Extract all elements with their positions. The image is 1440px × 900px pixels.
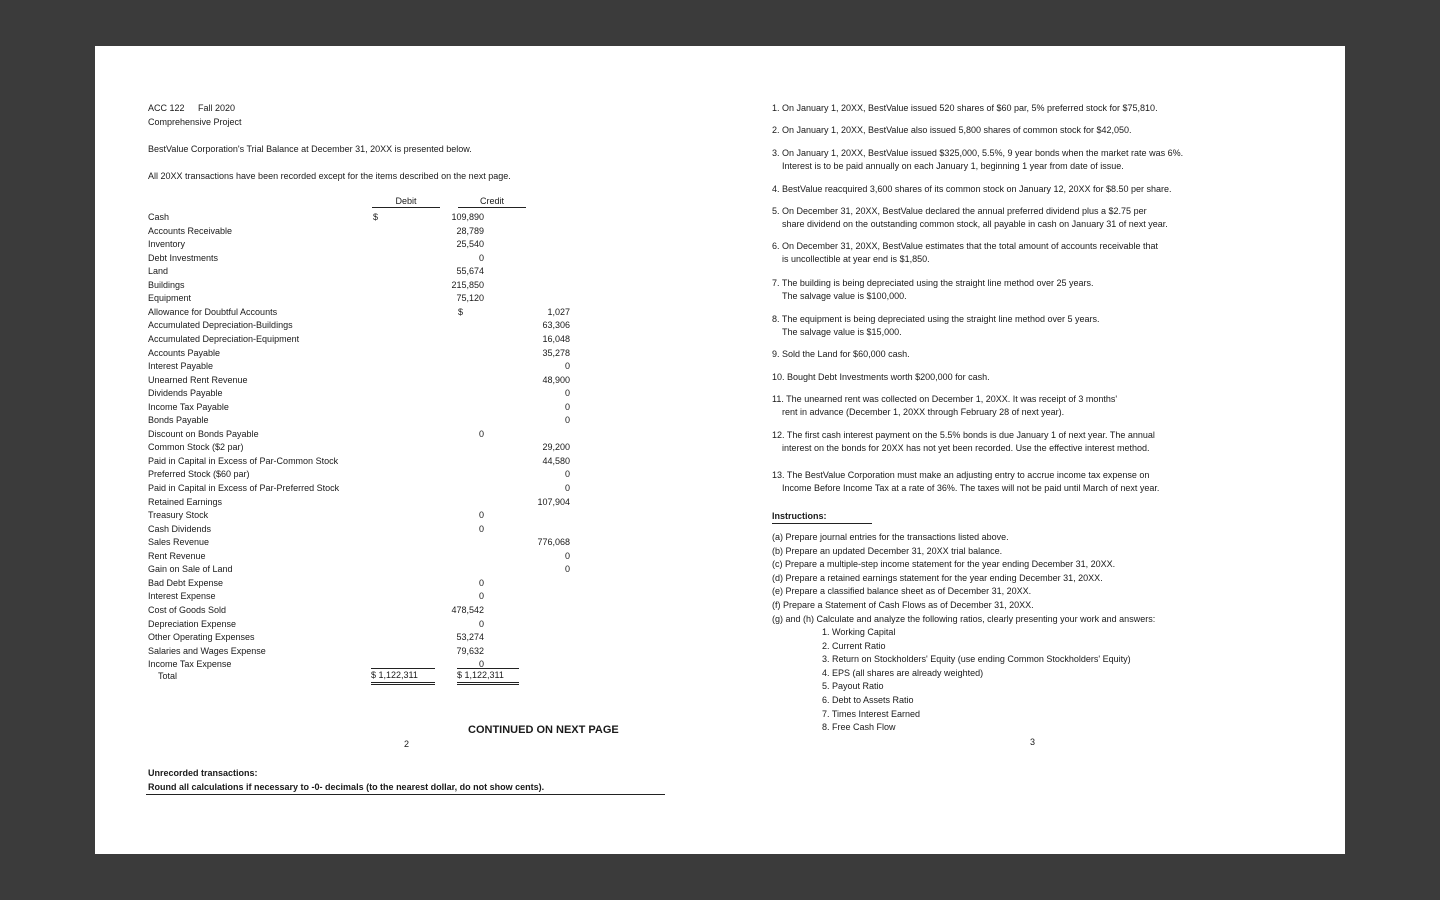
account-name: Discount on Bonds Payable xyxy=(148,428,259,439)
table-row xyxy=(148,550,570,564)
ratio-item: 4. EPS (all shares are already weighted) xyxy=(822,667,984,678)
account-name: Paid in Capital in Excess of Par-Preferred Stock xyxy=(148,483,340,493)
debit-amount: 55,674 xyxy=(456,266,484,277)
table-row xyxy=(148,306,570,320)
debit-amount: 0 xyxy=(478,428,484,439)
account-name: Land xyxy=(148,266,169,277)
account-name: Bad Debt Expense xyxy=(148,577,224,588)
note-text: All 20XX transactions have been recorded except for the items described on the next page. xyxy=(148,171,511,181)
account-name: Accounts Receivable xyxy=(148,225,233,236)
credit-amount: 1,027 xyxy=(547,306,570,317)
instruction-item: (a) Prepare journal entries for the transactions listed above. xyxy=(772,532,1009,542)
table-row xyxy=(148,577,528,591)
table-row xyxy=(148,631,528,645)
account-name: Interest Payable xyxy=(148,361,214,372)
table-row xyxy=(148,319,570,333)
table-row xyxy=(148,428,528,442)
account-name: Paid in Capital in Excess of Par-Common Stock xyxy=(148,455,339,466)
account-name: Sales Revenue xyxy=(148,537,210,548)
debit-amount: 79,632 xyxy=(456,645,484,656)
transaction-item xyxy=(772,348,910,361)
account-name: Depreciation Expense xyxy=(148,618,237,629)
ratio-item: 3. Return on Stockholders' Equity (use ending Common Stockholders' Equity) xyxy=(822,654,1131,665)
table-row xyxy=(148,211,528,225)
table-row xyxy=(148,238,528,252)
dollar-sign: $ xyxy=(458,306,464,317)
transaction-text: 6. On December 31, 20XX, BestValue estimates that the total amount of accounts receivable that xyxy=(772,241,1159,251)
ratio-item: 5. Payout Ratio xyxy=(822,681,884,692)
account-name: Cash xyxy=(148,212,170,222)
debit-amount: 215,850 xyxy=(451,279,484,290)
intro-text: BestValue Corporation's Trial Balance at December 31, 20XX is presented below. xyxy=(148,144,472,154)
transaction-item xyxy=(772,429,1155,454)
table-row xyxy=(148,387,570,401)
debit-header: Debit xyxy=(372,196,440,208)
account-name: Accumulated Depreciation-Equipment xyxy=(148,333,300,344)
debit-amount: 53,274 xyxy=(456,632,484,643)
transaction-text: 5. On December 31, 20XX, BestValue declared the annual preferred dividend plus a $2.75 per xyxy=(772,206,1147,216)
instruction-item: (d) Prepare a retained earnings statement for the year ending December 31, 20XX. xyxy=(772,572,1103,583)
account-name: Unearned Rent Revenue xyxy=(148,374,248,385)
account-name: Income Tax Expense xyxy=(148,659,232,670)
credit-amount: 0 xyxy=(564,388,570,399)
transaction-text: 11. The unearned rent was collected on December 1, 20XX. It was receipt of 3 months' xyxy=(772,394,1118,404)
instruction-item: (g) and (h) Calculate and analyze the following ratios, clearly presenting your work and answers: xyxy=(772,613,1156,624)
account-name: Dividends Payable xyxy=(148,388,223,399)
debit-amount: 478,542 xyxy=(451,604,484,615)
credit-amount: 48,900 xyxy=(542,374,570,385)
transaction-item xyxy=(772,147,1183,172)
table-row xyxy=(148,225,528,239)
debit-amount: 0 xyxy=(478,591,484,602)
account-name: Rent Revenue xyxy=(148,550,206,561)
debit-amount: 28,789 xyxy=(456,225,484,236)
transaction-item xyxy=(772,393,1117,418)
account-name: Interest Expense xyxy=(148,591,216,602)
term: Fall 2020 xyxy=(198,103,236,113)
transaction-text: 4. BestValue reacquired 3,600 shares of its common stock on January 12, 20XX for $8.50 per share. xyxy=(772,184,1172,194)
transaction-item xyxy=(772,371,990,384)
total-debit: $ 1,122,311 xyxy=(371,668,435,685)
table-row xyxy=(148,347,570,361)
transaction-text: 12. The first cash interest payment on the 5.5% bonds is due January 1 of next year. The annual xyxy=(772,430,1155,440)
table-row xyxy=(148,360,570,374)
rounding-note: Round all calculations if necessary to -0- decimals (to the nearest dollar, do not show cents). xyxy=(146,782,665,795)
credit-amount: 16,048 xyxy=(542,333,570,344)
debit-amount: 0 xyxy=(478,252,484,263)
project-title: Comprehensive Project xyxy=(148,117,242,127)
debit-amount: 0 xyxy=(478,659,484,670)
credit-amount: 0 xyxy=(564,361,570,372)
debit-amount: 0 xyxy=(478,618,484,629)
instruction-item: (f) Prepare a Statement of Cash Flows as of December 31, 20XX. xyxy=(772,600,1034,610)
table-row xyxy=(148,455,570,469)
transaction-item xyxy=(772,124,1132,137)
transaction-text: 2. On January 1, 20XX, BestValue also issued 5,800 shares of common stock for $42,050. xyxy=(772,125,1132,135)
transaction-text-continued: Interest is to be paid annually on each January 1, beginning 1 year from date of issue. xyxy=(782,160,1124,171)
credit-amount: 29,200 xyxy=(542,442,570,453)
credit-amount: 107,904 xyxy=(537,496,570,507)
instructions-title: Instructions: xyxy=(772,511,872,524)
credit-amount: 0 xyxy=(564,483,570,493)
account-name: Equipment xyxy=(148,293,192,304)
account-name: Debt Investments xyxy=(148,252,219,263)
instruction-item: (e) Prepare a classified balance sheet as of December 31, 20XX. xyxy=(772,586,1032,597)
table-row xyxy=(148,496,570,510)
debit-amount: 0 xyxy=(478,577,484,588)
transaction-text: 8. The equipment is being depreciated using the straight line method over 5 years. xyxy=(772,314,1100,324)
table-row xyxy=(148,374,570,388)
transaction-text-continued: interest on the bonds for 20XX has not yet been recorded. Use the effective interest method. xyxy=(782,442,1150,453)
transaction-item xyxy=(772,205,1168,230)
account-name: Accounts Payable xyxy=(148,347,221,358)
transaction-text-continued: Income Before Income Tax at a rate of 36%. The taxes will not be paid until March of next year. xyxy=(782,482,1160,493)
ratio-item: 2. Current Ratio xyxy=(822,640,886,651)
table-row xyxy=(148,645,528,659)
transaction-item xyxy=(772,102,1158,115)
table-row xyxy=(148,252,528,266)
account-name: Gain on Sale of Land xyxy=(148,564,233,575)
table-row xyxy=(148,536,570,550)
continued-notice: CONTINUED ON NEXT PAGE xyxy=(468,724,619,736)
credit-amount: 35,278 xyxy=(542,347,570,358)
table-row xyxy=(148,604,528,618)
transaction-text-continued: The salvage value is $15,000. xyxy=(782,326,902,337)
table-row xyxy=(148,523,528,537)
table-row xyxy=(148,563,570,577)
table-row xyxy=(148,333,570,347)
transaction-item xyxy=(772,183,1172,196)
table-row xyxy=(148,401,570,415)
account-name: Common Stock ($2 par) xyxy=(148,442,244,453)
credit-amount: 0 xyxy=(564,550,570,561)
table-row xyxy=(148,590,528,604)
table-row xyxy=(148,292,528,306)
table-row xyxy=(148,482,570,496)
course-code: ACC 122 xyxy=(148,103,185,113)
table-row xyxy=(148,441,570,455)
debit-amount: 75,120 xyxy=(456,293,484,304)
transaction-item xyxy=(772,277,1094,302)
instruction-item: (c) Prepare a multiple-step income statement for the year ending December 31, 20XX. xyxy=(772,559,1116,570)
debit-amount: 0 xyxy=(478,510,484,521)
credit-amount: 0 xyxy=(564,401,570,412)
transaction-text: 3. On January 1, 20XX, BestValue issued $325,000, 5.5%, 9 year bonds when the market rate was 6%. xyxy=(772,148,1184,158)
table-row xyxy=(148,509,528,523)
account-name: Accumulated Depreciation-Buildings xyxy=(148,320,293,331)
transaction-text: 13. The BestValue Corporation must make an adjusting entry to accrue income tax expense on xyxy=(772,470,1150,480)
transaction-text-continued: rent in advance (December 1, 20XX through February 28 of next year). xyxy=(782,406,1065,417)
table-row xyxy=(148,265,528,279)
table-row xyxy=(148,468,570,482)
unrecorded-title: Unrecorded transactions: xyxy=(148,768,258,778)
transaction-text: 7. The building is being depreciated using the straight line method over 25 years. xyxy=(772,278,1094,288)
account-name: Cost of Goods Sold xyxy=(148,604,227,615)
account-name: Preferred Stock ($60 par) xyxy=(148,469,250,480)
dollar-sign: $ xyxy=(373,212,379,222)
document-page xyxy=(95,46,1345,854)
ratio-item: 1. Working Capital xyxy=(822,627,896,637)
account-name: Cash Dividends xyxy=(148,523,212,534)
transaction-text: 1. On January 1, 20XX, BestValue issued 520 shares of $60 par, 5% preferred stock for $75,810. xyxy=(772,103,1158,113)
debit-amount: 25,540 xyxy=(456,239,484,250)
credit-amount: 0 xyxy=(564,415,570,426)
page-number-right: 3 xyxy=(1030,737,1036,747)
transaction-item xyxy=(772,240,1158,265)
debit-amount: 109,890 xyxy=(451,212,484,222)
transaction-text: 10. Bought Debt Investments worth $200,000 for cash. xyxy=(772,372,990,382)
account-name: Retained Earnings xyxy=(148,496,223,507)
credit-amount: 0 xyxy=(564,469,570,480)
instruction-item: (b) Prepare an updated December 31, 20XX trial balance. xyxy=(772,545,1003,556)
transaction-item xyxy=(772,313,1100,338)
total-label: Total xyxy=(158,671,178,681)
transaction-text: 9. Sold the Land for $60,000 cash. xyxy=(772,349,910,359)
transaction-text-continued: The salvage value is $100,000. xyxy=(782,290,907,301)
table-row xyxy=(148,279,528,293)
table-row xyxy=(148,414,570,428)
account-name: Buildings xyxy=(148,279,185,290)
credit-header: Credit xyxy=(458,196,526,208)
credit-amount: 0 xyxy=(564,564,570,575)
account-name: Income Tax Payable xyxy=(148,401,229,412)
ratio-item: 7. Times Interest Earned xyxy=(822,708,921,719)
ratio-item: 8. Free Cash Flow xyxy=(822,722,896,733)
account-name: Inventory xyxy=(148,239,186,250)
table-row xyxy=(148,618,528,632)
transaction-text-continued: share dividend on the outstanding common stock, all payable in cash on January 31 of next year. xyxy=(782,218,1168,229)
account-name: Other Operating Expenses xyxy=(148,632,255,643)
account-name: Allowance for Doubtful Accounts xyxy=(148,306,278,317)
transaction-item xyxy=(772,469,1159,494)
credit-amount: 44,580 xyxy=(542,455,570,466)
page-number-left: 2 xyxy=(404,739,410,749)
ratio-item: 6. Debt to Assets Ratio xyxy=(822,695,914,705)
credit-amount: 776,068 xyxy=(537,537,570,548)
total-credit: $ 1,122,311 xyxy=(457,668,519,685)
transaction-text-continued: is uncollectible at year end is $1,850. xyxy=(782,253,930,264)
account-name: Salaries and Wages Expense xyxy=(148,645,266,656)
credit-amount: 63,306 xyxy=(542,320,570,331)
account-name: Bonds Payable xyxy=(148,415,209,426)
debit-amount: 0 xyxy=(478,523,484,534)
account-name: Treasury Stock xyxy=(148,510,209,521)
